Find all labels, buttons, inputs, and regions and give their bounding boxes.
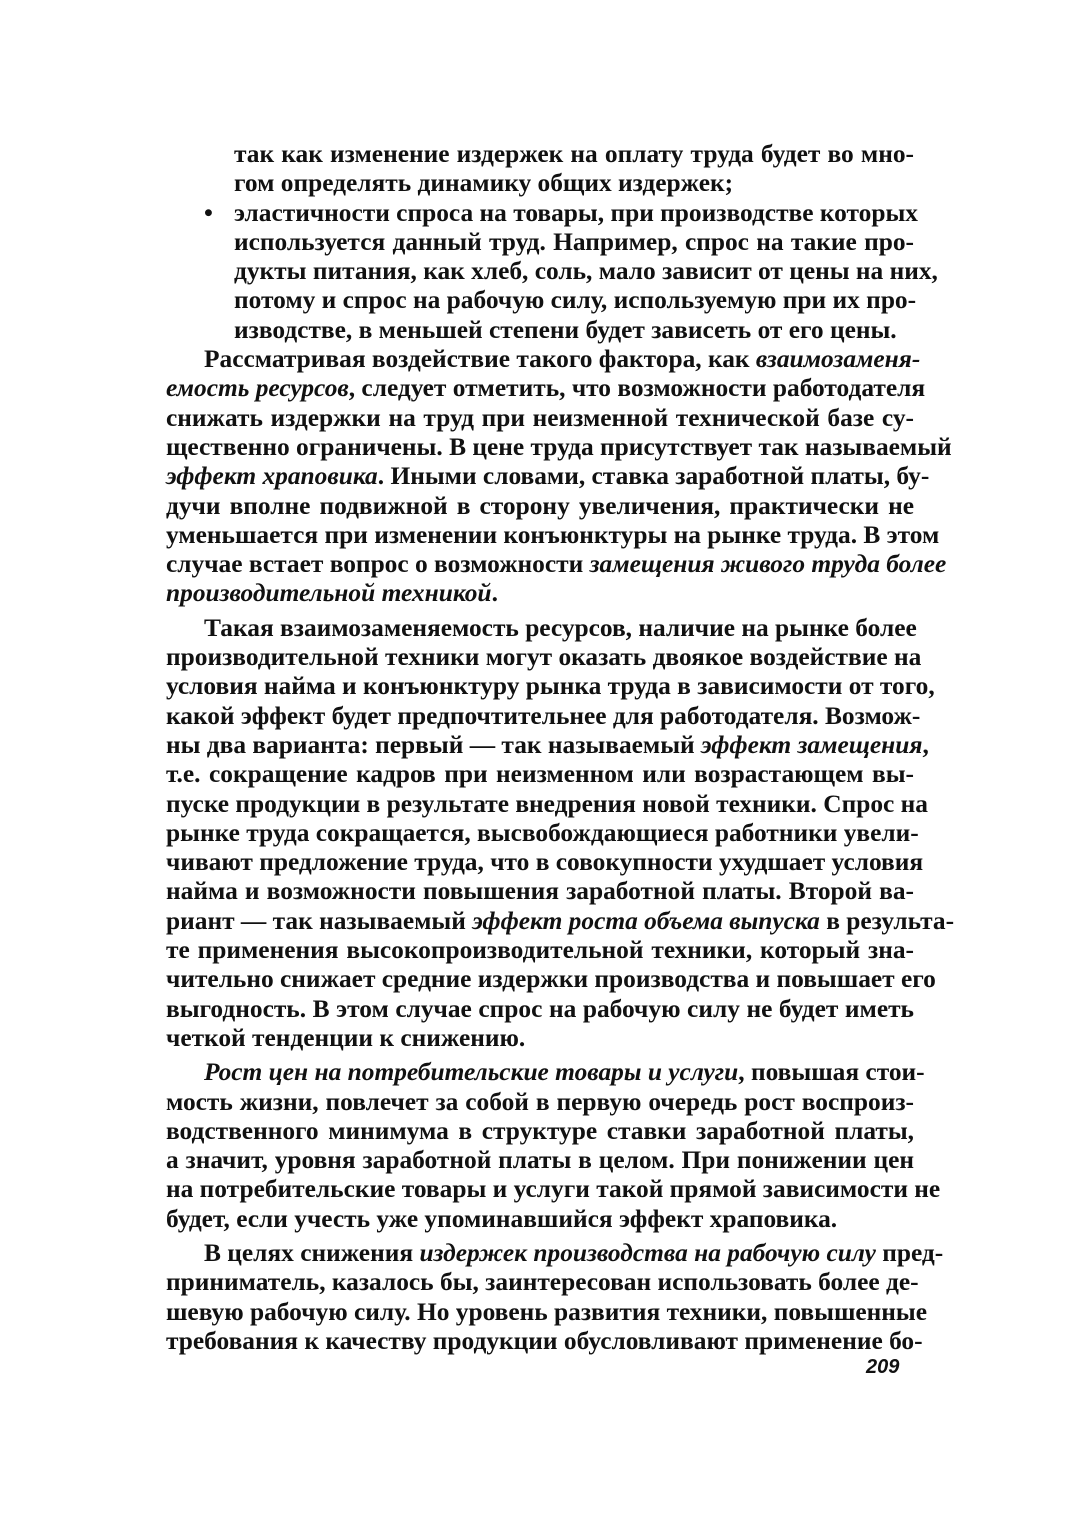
text-line: будет, если учесть уже упоминавшийся эффект храповика. <box>166 1204 838 1233</box>
paragraph-labor-costs <box>166 1238 944 1356</box>
text-line: мость жизни, повлечет за собой в первую очередь рост воспроиз- <box>166 1087 914 1116</box>
text-line: снижать издержки на труд при неизменной технической базе су- <box>166 403 914 432</box>
paragraph-two-variants <box>166 613 955 1053</box>
text-line: чительно снижает средние издержки производства и повышает его <box>166 965 936 994</box>
text-line: требования к качеству продукции обусловливают применение бо- <box>166 1326 923 1355</box>
text-line: так как изменение издержек на оплату труда будет во мно- <box>234 140 914 168</box>
text-line: те применения высокопроизводительной техники, который зна- <box>166 936 914 965</box>
text-line: используется данный труд. Например, спрос на такие про- <box>234 227 914 256</box>
text-line: производительной техникой. <box>166 579 498 608</box>
text-line: какой эффект будет предпочтительнее для работодателя. Возмож- <box>166 701 921 730</box>
paragraph-substitutability <box>166 345 952 609</box>
bullet-item-elasticity <box>166 198 938 345</box>
text-line: уменьшается при изменении конъюнктуры на рынке труда. В этом <box>166 520 940 549</box>
text-line: случае встает вопрос о возможности замещения живого труда более <box>166 550 947 579</box>
text-line: водственного минимума в структуре ставки заработной платы, <box>166 1116 914 1145</box>
text-line: щественно ограничены. В цене труда присутствует так называемый <box>166 432 952 461</box>
text-line: найма и возможности повышения заработной платы. Второй ва- <box>166 877 914 906</box>
text-line: потому и спрос на рабочую силу, используемую при их про- <box>234 286 917 315</box>
text-line: В целях снижения издержек производства на рабочую силу пред- <box>204 1238 944 1267</box>
text-line: гом определять динамику общих издержек; <box>234 169 734 198</box>
text-line: т.е. сокращение кадров при неизменном или возрастающем вы- <box>166 760 914 789</box>
text-line: производительной техники могут оказать двоякое воздействие на <box>166 643 922 672</box>
text-line: а значит, уровня заработной платы в целом. При понижении цен <box>166 1146 914 1175</box>
text-line: четкой тенденции к снижению. <box>166 1023 526 1052</box>
bullet-continuation <box>166 140 914 199</box>
text-line: Рассматривая воздействие такого фактора, как взаимозаменя- <box>204 345 921 374</box>
text-line: условия найма и конъюнктуру рынка труда в зависимости от того, <box>166 672 935 701</box>
text-line: дучи вполне подвижной в сторону увеличения, практически не <box>166 491 914 520</box>
text-line: емость ресурсов, следует отметить, что возможности работодателя <box>166 374 926 403</box>
page-body <box>166 140 955 1356</box>
text-line: рынке труда сокращается, высвобождающиеся работники увели- <box>166 818 919 847</box>
text-line: Такая взаимозаменяемость ресурсов, наличие на рынке более <box>204 613 917 642</box>
page-number: 209 <box>866 1356 900 1378</box>
paragraph-price-growth <box>166 1058 941 1234</box>
text-line: приниматель, казалось бы, заинтересован использовать более де- <box>166 1268 919 1297</box>
text-line: эффект храповика. Иными словами, ставка заработной платы, бу- <box>166 462 930 491</box>
text-line: ны два варианта: первый — так называемый эффект замещения, <box>166 730 929 759</box>
text-line: пуске продукции в результате внедрения новой техники. Спрос на <box>166 789 928 818</box>
text-line: Рост цен на потребительские товары и услуги, повышая стои- <box>204 1058 925 1087</box>
bullet-marker: • <box>204 198 213 227</box>
text-line: чивают предложение труда, что в совокупности ухудшает условия <box>166 848 924 877</box>
text-line: на потребительские товары и услуги такой прямой зависимости не <box>166 1175 941 1204</box>
text-line: шевую рабочую силу. Но уровень развития техники, повышенные <box>166 1297 927 1326</box>
text-line: изводстве, в меньшей степени будет зависеть от его цены. <box>234 315 897 344</box>
text-line: риант — так называемый эффект роста объема выпуска в результа- <box>166 906 955 935</box>
text-line: дукты питания, как хлеб, соль, мало зависит от цены на них, <box>234 257 938 286</box>
text-line: эластичности спроса на товары, при производстве которых <box>234 198 918 227</box>
text-line: выгодность. В этом случае спрос на рабочую силу не будет иметь <box>166 994 914 1023</box>
